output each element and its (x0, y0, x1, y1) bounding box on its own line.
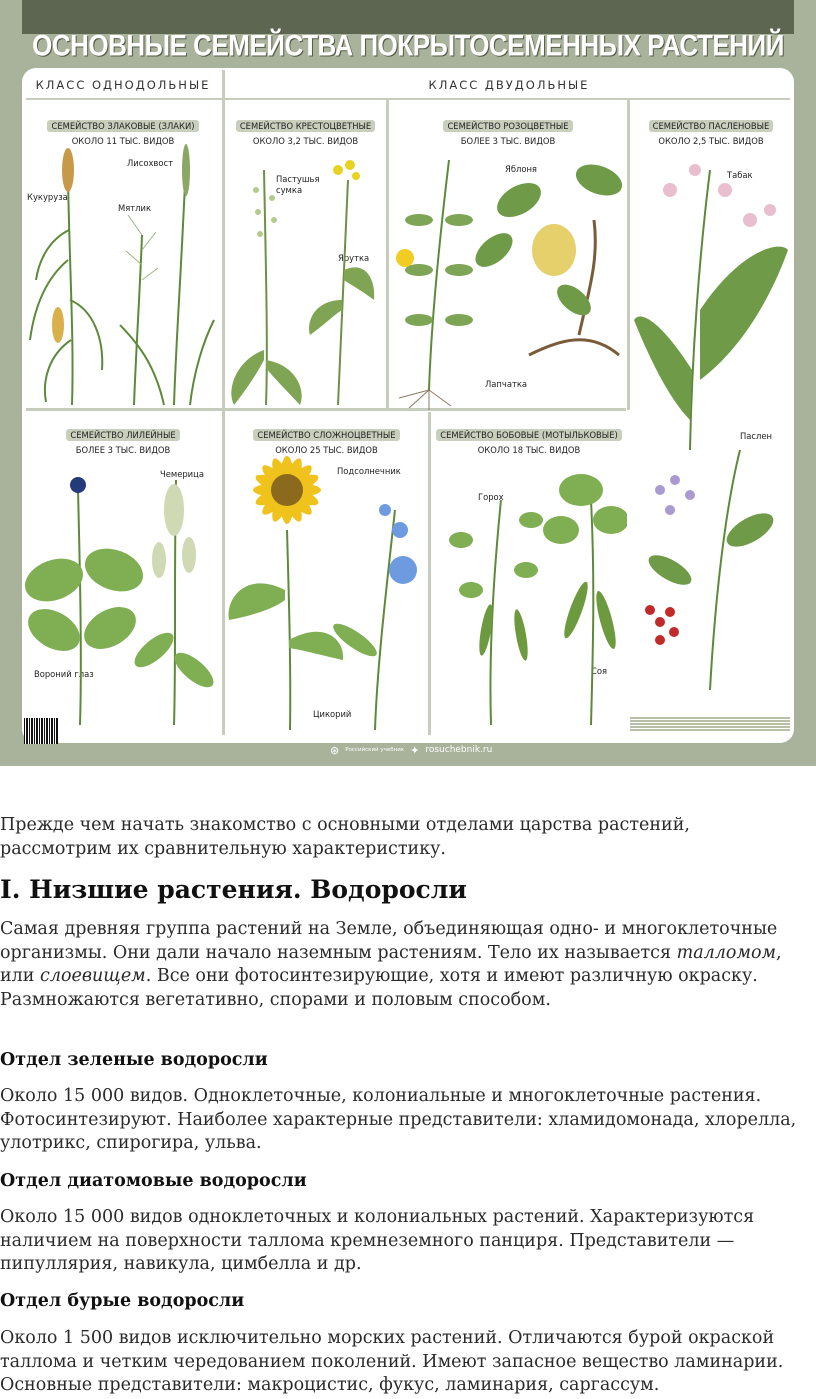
plant-label-bluegrass: Мятлик (118, 203, 151, 213)
plant-label-nightshade: Паслен (740, 431, 773, 441)
crucifers-illustration (226, 150, 386, 410)
family-count: БОЛЕЕ 3 ТЫС. ВИДОВ (75, 445, 171, 455)
subsection-title-green: Отдел зеленые водоросли (0, 1050, 268, 1070)
plant-label-foxtail: Лисохвост (127, 158, 173, 168)
plant-label-shepherds-purse: Пастушья сумка (276, 174, 320, 195)
family-nightshades (630, 114, 792, 146)
term-thallus: талломом (676, 942, 776, 963)
asters-illustration (225, 450, 428, 735)
poster-footer (330, 741, 492, 759)
plant-label-tobacco: Табак (727, 170, 753, 180)
class-divider (26, 98, 790, 100)
text-run: Самая древняя группа растений на Земле, объединяющая одно- и многоклеточные организмы. Они дали начало наземным растениям. Тело их называется (0, 919, 778, 963)
barcode (24, 718, 58, 744)
bird-logo-icon: ✦ (410, 743, 420, 757)
family-count: ОКОЛО 18 ТЫС. ВИДОВ (477, 445, 581, 455)
family-legumes (431, 423, 627, 455)
text-run: , или (0, 942, 782, 986)
family-name: СЕМЕЙСТВО ПАСЛЕНОВЫЕ (649, 120, 774, 132)
family-name: СЕМЕЙСТВО БОБОВЫЕ (МОТЫЛЬКОВЫЕ) (436, 429, 622, 441)
family-name: СЕМЕЙСТВО ЛИЛЕЙНЫЕ (66, 429, 179, 441)
class-monocots-label: КЛАСС ОДНОДОЛЬНЫЕ (35, 78, 211, 92)
publisher-logo-icon: ⊛ (330, 743, 340, 757)
family-count: БОЛЕЕ 3 ТЫС. ВИДОВ (460, 136, 556, 146)
family-crucifers (225, 114, 386, 146)
roses-illustration (389, 140, 627, 410)
subsection-title-brown: Отдел бурые водоросли (0, 1291, 245, 1311)
intro-paragraph: Прежде чем начать знакомство с основными отделами царства растений, рассмотрим их сравнительную характеристику. (0, 815, 690, 859)
publisher-name: Российский учебник (345, 747, 405, 753)
plant-label-paris: Вороний глаз (34, 669, 94, 679)
grasses-illustration (24, 140, 224, 410)
family-count: ОКОЛО 3,2 ТЫС. ВИДОВ (252, 136, 359, 146)
plant-label-hellebore: Чемерица (160, 469, 204, 479)
section-heading: I. Низшие растения. Водоросли (0, 875, 467, 904)
plant-label-pea: Горох (478, 492, 504, 502)
term-slojevishche: слоевищем (40, 966, 146, 986)
family-count: ОКОЛО 2,5 ТЫС. ВИДОВ (658, 136, 764, 146)
plant-label-sunflower: Подсолнечник (337, 466, 401, 476)
site-url: rosuchebnik.ru (425, 745, 493, 755)
lilies-illustration (24, 460, 222, 730)
poster-credits (630, 716, 790, 732)
plant-label-apple: Яблоня (505, 164, 537, 174)
family-count: ОКОЛО 25 ТЫС. ВИДОВ (275, 445, 378, 455)
subsection-title-diatoms: Отдел диатомовые водоросли (0, 1171, 307, 1191)
plant-label-wintercress: Ярутка (338, 253, 370, 263)
subsection-text-brown: Около 1 500 видов исключительно морских растений. Отличаются бурой окраской таллома и четким чередованием поколений. Имеют запасное вещество ламинарии. Основные представители: макроцистис, фукус, ламинария, саргассум. (0, 1328, 784, 1395)
nightshades-illustration (630, 150, 792, 710)
family-count: ОКОЛО 11 ТЫС. ВИДОВ (71, 136, 175, 146)
family-name: СЕМЕЙСТВО РОЗОЦВЕТНЫЕ (443, 120, 572, 132)
poster-title: ОСНОВНЫЕ СЕМЕЙСТВА ПОКРЫТОСЕМЕННЫХ РАСТЕНИЙ (32, 27, 784, 63)
subsection-text-green: Около 15 000 видов. Одноклеточные, колониальные и многоклеточные растения. Фотосинтезируют. Наиболее характерные представители: хламидомонада, хлорелла, улотрикс, спирогира, ульва. (0, 1086, 797, 1153)
text-run: . Все они фотосинтезирующие, хотя и имеют различную окраску. Размножаются вегетативно, спорами и половым способом. (0, 966, 758, 1010)
plant-label-cinquefoil: Лапчатка (485, 379, 528, 389)
plant-label-soy: Соя (591, 666, 608, 676)
plant-label-chicory: Цикорий (313, 709, 352, 719)
plant-label-corn: Кукуруза (27, 192, 68, 202)
class-dicots-label: КЛАСС ДВУДОЛЬНЫЕ (428, 78, 590, 92)
family-name: СЕМЕЙСТВО СЛОЖНОЦВЕТНЫЕ (253, 429, 399, 441)
legumes-illustration (431, 460, 627, 730)
family-name: СЕМЕЙСТВО КРЕСТОЦВЕТНЫЕ (236, 120, 375, 132)
algae-description (0, 918, 800, 1012)
family-lilies (24, 423, 222, 455)
family-name: СЕМЕЙСТВО ЗЛАКОВЫЕ (ЗЛАКИ) (47, 120, 198, 132)
subsection-text-diatoms: Около 15 000 видов одноклеточных и колониальных растений. Характеризуются наличием на поверхности таллома кремнеземного панциря. Представители — пипуллярия, навикула, цимбелла и др. (0, 1207, 755, 1274)
